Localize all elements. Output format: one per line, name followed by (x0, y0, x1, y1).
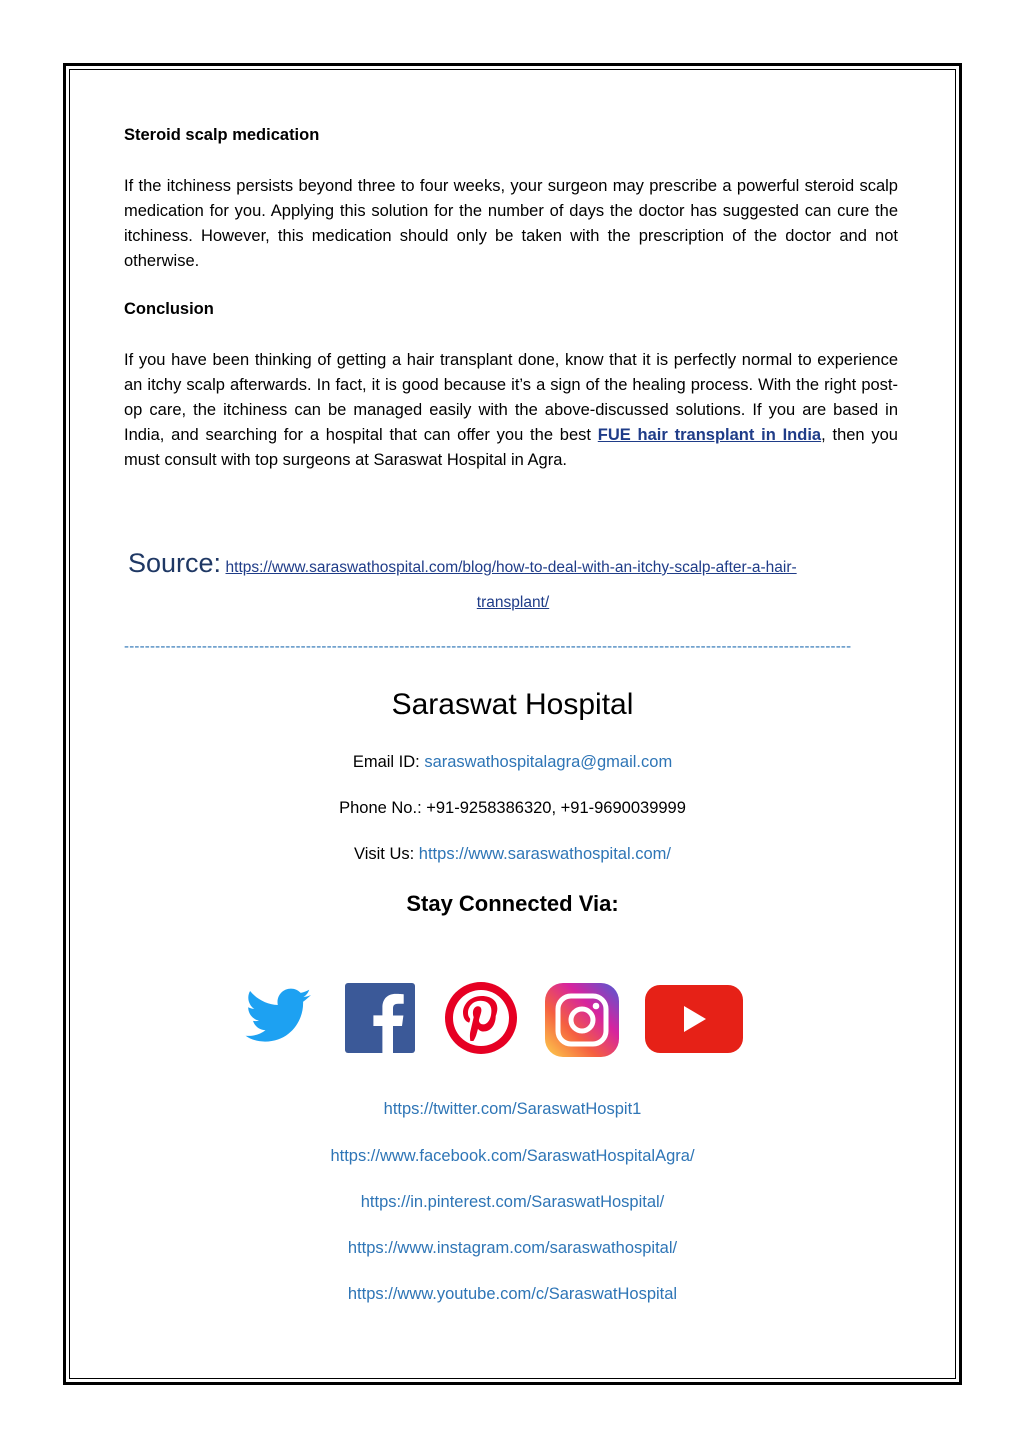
conclusion-text-before: If you have been thinking of getting a hair transplant done, know that it is perfectly normal to experience an itchy scalp afterwards. In fact, it is good because it’s a sign of the healing process. With the right post-op care, the itchiness can be managed easily with the above-discussed solutions. If you are based in India, and searching for a hospital that can offer you the best (124, 351, 898, 444)
phone-line: Phone No.: +91-9258386320, +91-9690039999 (339, 799, 686, 817)
instagram-link[interactable]: https://www.instagram.com/saraswathospital/ (347, 1239, 678, 1257)
email-link[interactable]: saraswathospitalagra@gmail.com (424, 753, 673, 771)
twitter-icon[interactable] (245, 988, 313, 1046)
section-steroid-body (124, 174, 898, 274)
section-conclusion-body (124, 348, 898, 473)
dashed-divider: -------------------------------------------------------------------------------------------------------------------------------------------- (124, 638, 852, 655)
youtube-icon[interactable] (645, 985, 743, 1053)
section-heading: Steroid scalp medication (124, 126, 320, 144)
pinterest-link[interactable]: https://in.pinterest.com/SaraswatHospital/ (360, 1193, 665, 1211)
website-link[interactable]: https://www.saraswathospital.com/ (418, 845, 671, 863)
source-url-link[interactable]: https://www.saraswathospital.com/blog/how-to-deal-with-an-itchy-scalp-after-a-hair- (225, 559, 797, 576)
instagram-icon[interactable] (545, 983, 619, 1057)
section-paragraph: If the itchiness persists beyond three to four weeks, your surgeon may prescribe a powerful steroid scalp medication for you. Applying this solution for the number of days the doctor has suggested can cure the itchiness. However, this medication should only be taken with the prescription of the doctor and not otherwise. (124, 177, 898, 270)
twitter-link[interactable]: https://twitter.com/SaraswatHospit1 (383, 1100, 642, 1118)
email-line (63, 753, 962, 772)
hospital-title: Saraswat Hospital (391, 688, 634, 721)
email-label: Email ID: (352, 753, 425, 771)
stay-connected-heading: Stay Connected Via: (406, 891, 619, 916)
conclusion-paragraph (124, 348, 898, 473)
youtube-link[interactable]: https://www.youtube.com/c/SaraswatHospital (347, 1285, 678, 1303)
pinterest-icon[interactable] (445, 982, 517, 1054)
section-heading: Conclusion (124, 300, 214, 318)
social-icons-row (0, 980, 1023, 1060)
fue-hair-transplant-link[interactable]: FUE hair transplant in India (597, 426, 822, 444)
source-label: Source: (128, 548, 222, 578)
visit-line (63, 845, 962, 864)
source-url-link-continued[interactable]: transplant/ (476, 594, 550, 611)
facebook-link[interactable]: https://www.facebook.com/SaraswatHospitalAgra/ (330, 1147, 695, 1165)
conclusion-text-after: , then you must consult with top surgeons at Saraswat Hospital in Agra. (124, 426, 898, 469)
section-conclusion (124, 300, 898, 319)
facebook-icon[interactable] (345, 983, 415, 1053)
source-block (128, 548, 898, 611)
section-steroid (124, 126, 898, 145)
visit-label: Visit Us: (354, 845, 419, 863)
